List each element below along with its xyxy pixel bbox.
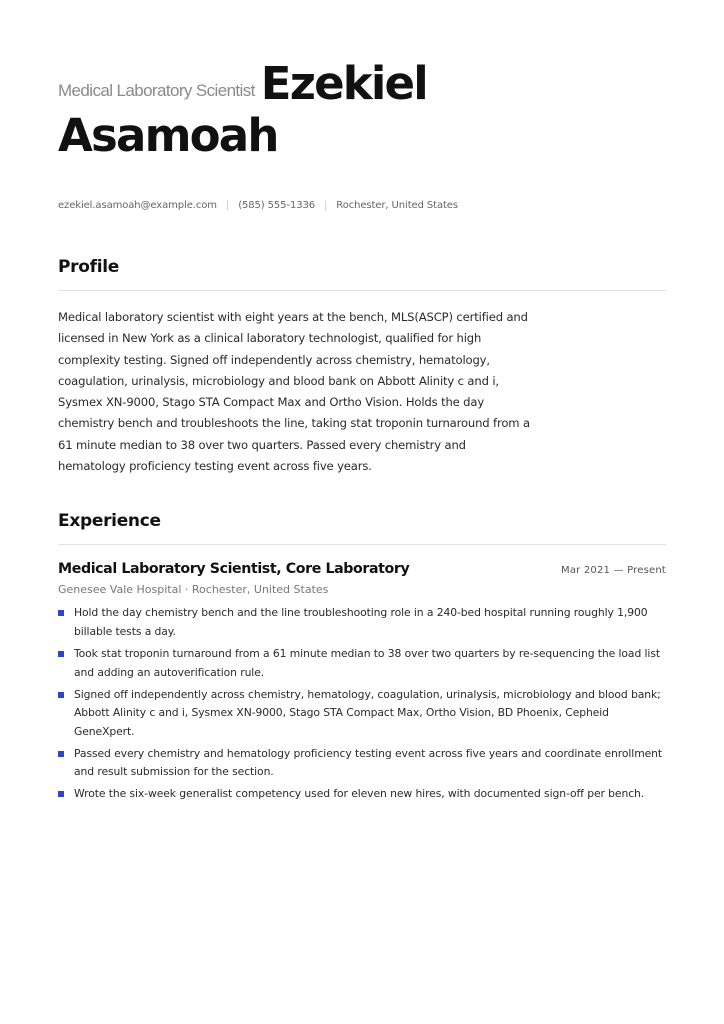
bullet-square-icon xyxy=(58,751,64,757)
contact-email[interactable]: ezekiel.asamoah@example.com xyxy=(58,200,217,211)
job-header xyxy=(58,561,666,577)
last-name: Asamoah xyxy=(58,109,278,162)
bullet-text: Passed every chemistry and hematology proficiency testing event across five years and coordinate enrollment and result submission for the section. xyxy=(74,746,663,779)
experience-section xyxy=(58,511,666,804)
job-organization: Genesee Vale Hospital · Rochester, United States xyxy=(58,583,329,597)
profile-section xyxy=(58,257,666,477)
list-item xyxy=(58,604,666,641)
first-name: Ezekiel xyxy=(260,57,427,110)
contact-location: Rochester, United States xyxy=(336,200,458,211)
list-item xyxy=(58,745,666,782)
bullet-square-icon xyxy=(58,651,64,657)
contact-separator: | xyxy=(225,200,230,211)
job-role: Medical Laboratory Scientist xyxy=(58,81,255,100)
name-line xyxy=(58,58,666,110)
bullet-square-icon xyxy=(58,791,64,797)
resume-header xyxy=(58,0,666,211)
job-title: Medical Laboratory Scientist, Core Laboratory xyxy=(58,561,410,578)
job-bullets xyxy=(58,604,666,804)
bullet-text: Wrote the six-week generalist competency used for eleven new hires, with documented sign-off per bench. xyxy=(74,787,645,801)
bullet-text: Hold the day chemistry bench and the line troubleshooting role in a 240-bed hospital running roughly 1,900 billable tests a day. xyxy=(74,606,648,638)
contact-phone[interactable]: (585) 555-1336 xyxy=(238,200,316,211)
experience-heading: Experience xyxy=(58,511,666,545)
list-item xyxy=(58,785,666,804)
contact-line xyxy=(58,200,666,211)
job-dates: Mar 2021 — Present xyxy=(561,565,666,577)
bullet-square-icon xyxy=(58,610,64,616)
profile-heading: Profile xyxy=(58,257,666,291)
list-item xyxy=(58,645,666,682)
job-entry xyxy=(58,561,666,804)
bullet-square-icon xyxy=(58,692,64,698)
profile-summary: Medical laboratory scientist with eight years at the bench, MLS(ASCP) certified and licensed in New York as a clinical laboratory technologist, qualified for high complexity testing. Signed off independently across chemistry, hematology, coagulation, urinalysis, microbiology and blood bank on Abbott Alinity c and i, Sysmex XN-9000, Stago STA Compact Max and Ortho Vision. Holds the day chemistry bench and troubleshoots the line, taking stat troponin turnaround from a 61 minute median to 38 over two quarters. Passed every chemistry and hematology proficiency testing event across five years. xyxy=(58,310,530,474)
bullet-text: Took stat troponin turnaround from a 61 minute median to 38 over two quarters by re-sequencing the load list and adding an autoverification rule. xyxy=(74,646,660,679)
list-item xyxy=(58,686,666,742)
contact-separator: | xyxy=(324,200,328,211)
bullet-text: Signed off independently across chemistry, hematology, coagulation, urinalysis, microbiology and blood bank; Abbott Alinity c and i, Sysmex XN-9000, Stago STA Compact Max, Ortho Vision, BD Phoenix, Cepheid GeneXpert. xyxy=(74,687,661,738)
